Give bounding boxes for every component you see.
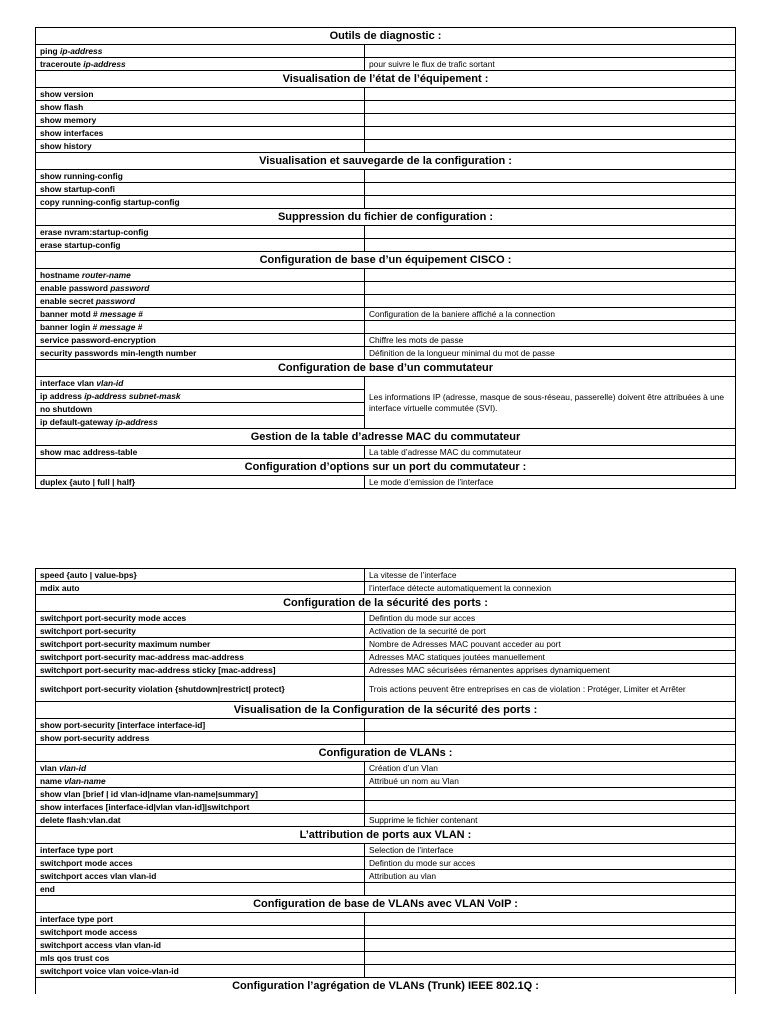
section-title: Configuration de base d’un équipement CISCO : [36, 252, 736, 269]
section-title: L’attribution de ports aux VLAN : [36, 827, 736, 844]
section-header [36, 71, 736, 88]
command-cell [36, 226, 365, 239]
section-header [36, 595, 736, 612]
description-cell [365, 127, 736, 140]
command-text: banner motd # [40, 308, 101, 319]
command-text: show port-security address [40, 732, 150, 743]
description-cell [365, 801, 736, 814]
description-cell [365, 719, 736, 732]
command-text: interface type port [40, 913, 114, 924]
description-cell: Création d’un Vlan [365, 762, 736, 775]
table-row [36, 196, 736, 209]
command-table-top [35, 27, 736, 489]
command-cell [36, 101, 365, 114]
command-text: name [40, 775, 65, 786]
table-row [36, 58, 736, 71]
section-header [36, 896, 736, 913]
command-cell [36, 732, 365, 745]
command-cell [36, 664, 365, 677]
command-cell [36, 965, 365, 978]
description-cell: Adresses MAC sécurisées rémanentes apprises dynamiquement [365, 664, 736, 677]
command-text: ping [40, 45, 61, 56]
description-cell [365, 269, 736, 282]
section-title: Visualisation et sauvegarde de la configuration : [36, 153, 736, 170]
command-text: traceroute [40, 58, 84, 69]
command-cell [36, 762, 365, 775]
command-text: enable secret [40, 295, 96, 306]
description-cell: Attribution au vlan [365, 870, 736, 883]
command-cell [36, 183, 365, 196]
command-cell [36, 625, 365, 638]
command-cell [36, 295, 365, 308]
command-text: hostname [40, 269, 82, 280]
command-cell [36, 321, 365, 334]
command-argument: ip-address [83, 58, 126, 69]
command-cell [36, 347, 365, 360]
command-text: banner login # [40, 321, 100, 332]
description-cell [365, 965, 736, 978]
command-text: switchport mode acces [40, 857, 133, 868]
command-text: show interfaces [40, 127, 104, 138]
table-row [36, 321, 736, 334]
description-cell: Configuration de la baniere affiché a la connection [365, 308, 736, 321]
command-cell [36, 883, 365, 896]
table-row [36, 282, 736, 295]
description-cell [365, 952, 736, 965]
table-row [36, 88, 736, 101]
table-row [36, 788, 736, 801]
table-row [36, 664, 736, 677]
command-text: copy running-config startup-config [40, 196, 180, 207]
description-cell: Chiffre les mots de passe [365, 334, 736, 347]
description-cell: Activation de la securité de port [365, 625, 736, 638]
command-cell [36, 913, 365, 926]
command-argument: ip-address [60, 45, 103, 56]
command-cell [36, 58, 365, 71]
command-cell [36, 114, 365, 127]
table-row [36, 239, 736, 252]
command-cell [36, 612, 365, 625]
command-text: duplex {auto | full | half} [40, 476, 135, 487]
command-cell [36, 308, 365, 321]
section-header [36, 209, 736, 226]
command-cell [36, 638, 365, 651]
section-title: Visualisation de la Configuration de la sécurité des ports : [36, 702, 736, 719]
command-text: show memory [40, 114, 97, 125]
section-header [36, 360, 736, 377]
command-argument: password [110, 282, 150, 293]
table-row [36, 625, 736, 638]
command-text: switchport port-security mac-address mac-address [40, 651, 244, 662]
section-title: Configuration l’agrégation de VLANs (Trunk) IEEE 802.1Q : [36, 978, 736, 995]
table-row [36, 762, 736, 775]
section-header [36, 745, 736, 762]
description-cell: Trois actions peuvent être entreprises en cas de violation : Protéger, Limiter et Arrêter [365, 677, 736, 702]
section-title: Configuration de base d’un commutateur [36, 360, 736, 377]
table-row [36, 226, 736, 239]
command-cell [36, 377, 365, 390]
table-row [36, 170, 736, 183]
description-cell [365, 45, 736, 58]
table-row [36, 844, 736, 857]
command-cell [36, 45, 365, 58]
table-row [36, 719, 736, 732]
table-row [36, 612, 736, 625]
command-cell [36, 127, 365, 140]
section-header [36, 28, 736, 45]
command-cell [36, 814, 365, 827]
table-row [36, 569, 736, 582]
command-text: show startup-confi [40, 183, 115, 194]
command-text: erase startup-config [40, 239, 121, 250]
section-title: Outils de diagnostic : [36, 28, 736, 45]
description-cell [365, 321, 736, 334]
table-row [36, 651, 736, 664]
command-argument: router-name [81, 269, 131, 280]
description-cell [365, 101, 736, 114]
command-text: end [40, 883, 55, 894]
command-text: interface vlan [40, 377, 97, 388]
section-header [36, 827, 736, 844]
description-cell: Defintion du mode sur acces [365, 612, 736, 625]
table-row [36, 952, 736, 965]
table-row [36, 114, 736, 127]
description-cell [365, 196, 736, 209]
command-text: mls qos trust cos [40, 952, 110, 963]
command-cell [36, 416, 365, 429]
table-row [36, 965, 736, 978]
command-cell [36, 476, 365, 489]
section-header [36, 702, 736, 719]
description-cell: Définition de la longueur minimal du mot de passe [365, 347, 736, 360]
table-row [36, 801, 736, 814]
description-cell: Nombre de Adresses MAC pouvant acceder au port [365, 638, 736, 651]
section-title: Configuration de VLANs : [36, 745, 736, 762]
command-cell [36, 775, 365, 788]
command-text: # [135, 321, 143, 332]
section-header [36, 252, 736, 269]
section-title: Visualisation de l’état de l’équipement : [36, 71, 736, 88]
command-text: service password-encryption [40, 334, 156, 345]
table-row [36, 870, 736, 883]
command-cell [36, 88, 365, 101]
description-cell: Les informations IP (adresse, masque de sous-réseau, passerelle) doivent être attribuées à une interface virtuelle commutée (SVI). [365, 377, 736, 429]
command-cell [36, 857, 365, 870]
command-cell [36, 801, 365, 814]
command-cell [36, 870, 365, 883]
command-text: show interfaces [interface-id|vlan vlan-id]|switchport [40, 801, 250, 812]
command-text: interface type port [40, 844, 114, 855]
table-row [36, 814, 736, 827]
command-text: switchport port-security maximum number [40, 638, 211, 649]
command-text: show history [40, 140, 92, 151]
command-cell [36, 403, 365, 416]
command-cell [36, 844, 365, 857]
description-cell [365, 140, 736, 153]
description-cell [365, 788, 736, 801]
command-text: show port-security [interface interface-id] [40, 719, 206, 730]
table-row [36, 775, 736, 788]
table-row [36, 295, 736, 308]
command-cell [36, 390, 365, 403]
command-cell [36, 269, 365, 282]
command-text: ip default-gateway [40, 416, 116, 427]
description-cell [365, 913, 736, 926]
command-text: show flash [40, 101, 84, 112]
description-cell: Adresses MAC statiques joutées manuellement [365, 651, 736, 664]
command-text: show version [40, 88, 94, 99]
description-cell [365, 239, 736, 252]
command-text: switchport mode access [40, 926, 138, 937]
description-cell [365, 939, 736, 952]
table-row [36, 913, 736, 926]
command-cell [36, 952, 365, 965]
command-text: # [135, 308, 143, 319]
table-row [36, 476, 736, 489]
section-title: Configuration de la sécurité des ports : [36, 595, 736, 612]
command-text: switchport port-security violation {shutdown|restrict| protect} [40, 683, 285, 694]
command-argument: ip-address [115, 416, 158, 427]
command-text: show vlan [brief | id vlan-id|name vlan-name|summary] [40, 788, 258, 799]
table-row [36, 347, 736, 360]
command-cell [36, 170, 365, 183]
command-cell [36, 569, 365, 582]
command-argument: message [100, 308, 136, 319]
description-cell: Attribué un nom au Vlan [365, 775, 736, 788]
table-row [36, 582, 736, 595]
command-text: security passwords min-length number [40, 347, 197, 358]
table-row [36, 269, 736, 282]
command-argument: message [99, 321, 136, 332]
description-cell [365, 926, 736, 939]
section-title: Configuration d’options sur un port du commutateur : [36, 459, 736, 476]
description-cell: La table d’adresse MAC du commutateur [365, 446, 736, 459]
command-argument: vlan-id [59, 762, 87, 773]
command-text: vlan [40, 762, 60, 773]
table-row [36, 377, 736, 390]
command-text: switchport voice vlan voice-vlan-id [40, 965, 179, 976]
command-text: show mac address-table [40, 446, 138, 457]
command-text: show running-config [40, 170, 123, 181]
table-row [36, 183, 736, 196]
description-cell: Selection de l’interface [365, 844, 736, 857]
command-cell [36, 446, 365, 459]
description-cell [365, 88, 736, 101]
command-text: switchport port-security mac-address sticky [mac-address] [40, 664, 276, 675]
command-text: enable password [40, 282, 111, 293]
table-row [36, 732, 736, 745]
section-header [36, 153, 736, 170]
command-text: switchport acces vlan vlan-id [40, 870, 157, 881]
command-cell [36, 334, 365, 347]
table-row [36, 446, 736, 459]
command-argument: vlan-name [64, 775, 106, 786]
description-cell [365, 114, 736, 127]
description-cell: l’interface détecte automatiquement la connexion [365, 582, 736, 595]
table-row [36, 638, 736, 651]
table-row [36, 101, 736, 114]
command-cell [36, 196, 365, 209]
command-cell [36, 788, 365, 801]
description-cell: La vitesse de l’interface [365, 569, 736, 582]
description-cell [365, 282, 736, 295]
table-row [36, 857, 736, 870]
command-argument: vlan-id [96, 377, 124, 388]
table-row [36, 883, 736, 896]
command-text: switchport port-security [40, 625, 136, 636]
command-text: delete flash:vlan.dat [40, 814, 121, 825]
command-text: switchport port-security mode acces [40, 612, 187, 623]
table-row [36, 939, 736, 952]
command-cell [36, 582, 365, 595]
command-text: mdix auto [40, 582, 80, 593]
description-cell [365, 732, 736, 745]
section-title: Suppression du fichier de configuration : [36, 209, 736, 226]
description-cell: Supprime le fichier contenant [365, 814, 736, 827]
command-cell [36, 651, 365, 664]
command-cell [36, 282, 365, 295]
section-header [36, 459, 736, 476]
description-cell [365, 295, 736, 308]
command-argument: ip-address subnet-mask [84, 390, 181, 401]
description-cell [365, 170, 736, 183]
table-row [36, 45, 736, 58]
description-cell: Le mode d’emission de l’interface [365, 476, 736, 489]
command-cell [36, 939, 365, 952]
command-text: no shutdown [40, 403, 93, 414]
section-title: Gestion de la table d’adresse MAC du commutateur [36, 429, 736, 446]
description-cell [365, 226, 736, 239]
description-cell [365, 883, 736, 896]
command-cell [36, 239, 365, 252]
section-header [36, 429, 736, 446]
command-text: switchport access vlan vlan-id [40, 939, 162, 950]
table-row [36, 127, 736, 140]
command-cell [36, 677, 365, 702]
command-text: erase nvram:startup-config [40, 226, 149, 237]
command-argument: password [95, 295, 135, 306]
command-cell [36, 719, 365, 732]
description-cell: pour suivre le flux de trafic sortant [365, 58, 736, 71]
description-cell [365, 183, 736, 196]
command-cell [36, 926, 365, 939]
table-row [36, 308, 736, 321]
table-row [36, 926, 736, 939]
command-table-bottom [35, 568, 736, 994]
table-row [36, 140, 736, 153]
command-cell [36, 140, 365, 153]
table-row [36, 677, 736, 702]
section-title: Configuration de base de VLANs avec VLAN VoIP : [36, 896, 736, 913]
description-cell: Defintion du mode sur acces [365, 857, 736, 870]
command-text: ip address [40, 390, 85, 401]
command-text: speed {auto | value-bps} [40, 569, 137, 580]
table-row [36, 334, 736, 347]
section-header [36, 978, 736, 995]
